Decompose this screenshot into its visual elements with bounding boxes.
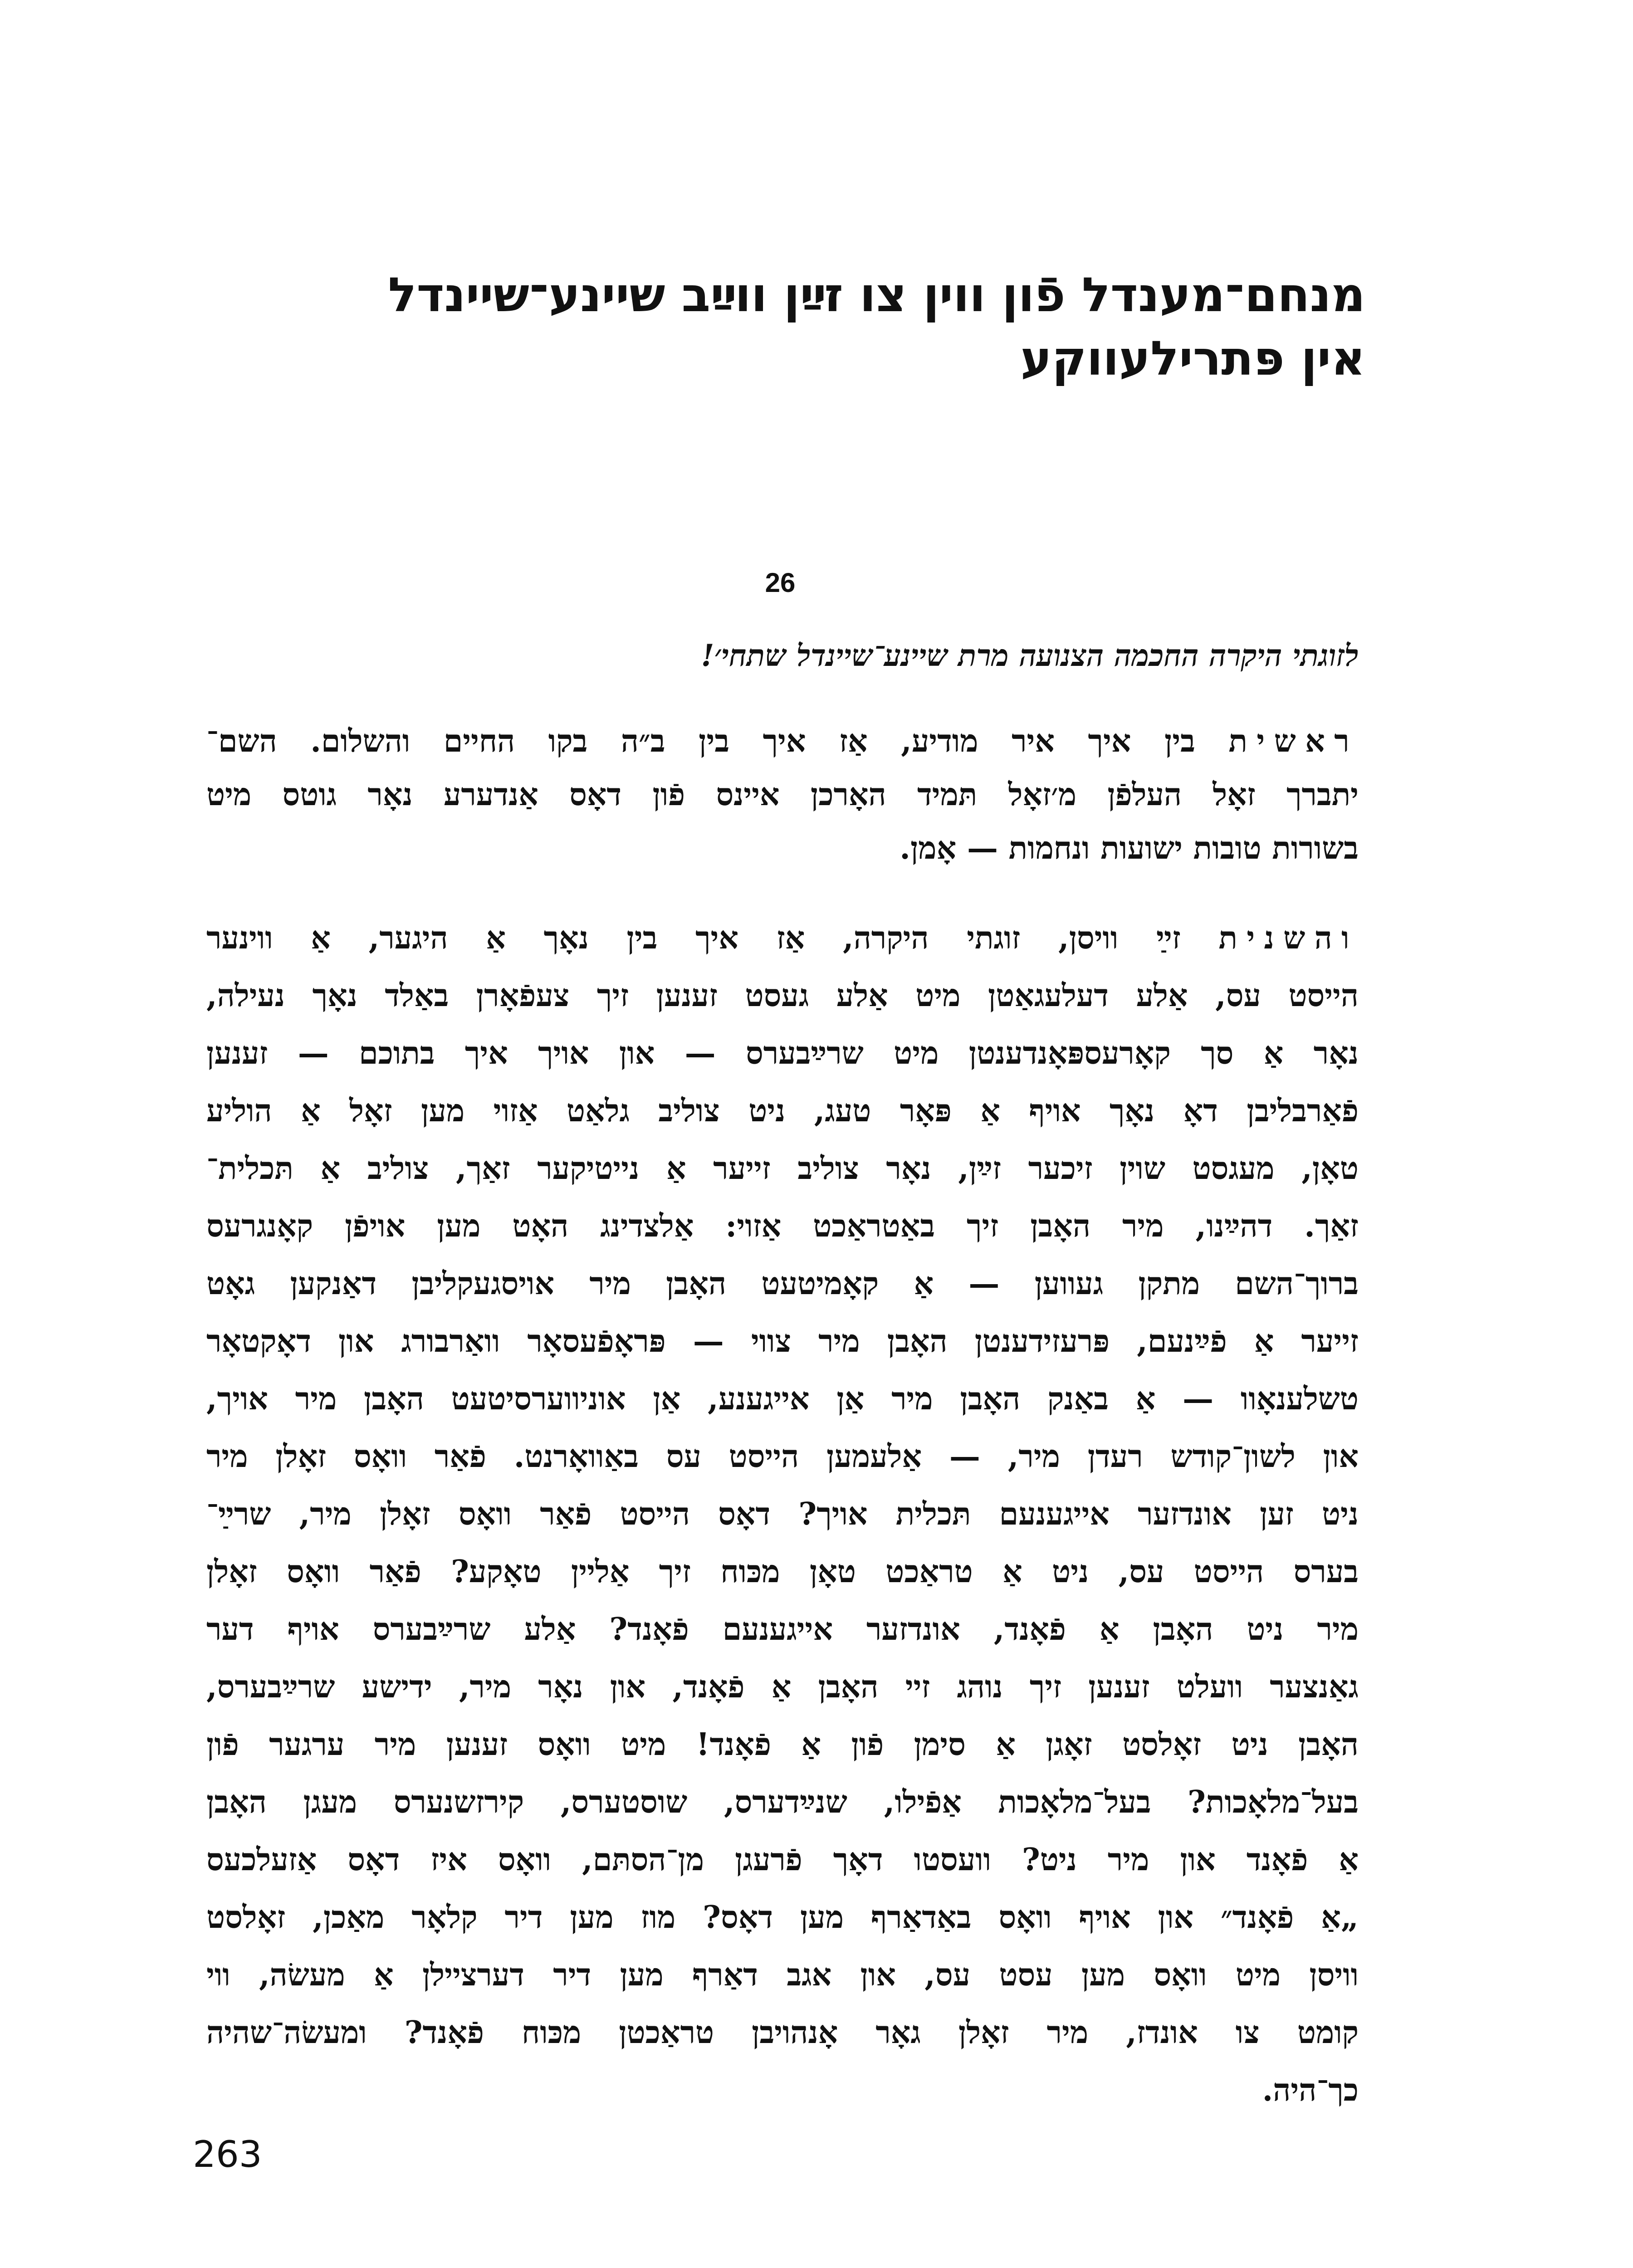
paragraph-line: נאָר אַ סך קאָרעספּאָנדענטן מיט שרײַבערס — און אויך איך בתוכם — זענען bbox=[206, 1035, 1359, 1071]
page-number: 263 bbox=[193, 2133, 262, 2175]
paragraph-line: יתברך זאָל העלפֿן מ׳זאָל תּמיד האָרכן איינס פֿון דאָס אַנדערע נאָר גוטס מיט bbox=[206, 777, 1359, 813]
chapter-title-line-2: אין פּתרילעווקע bbox=[1020, 331, 1365, 386]
paragraph-1 bbox=[206, 714, 1359, 875]
line-text: בין איך איר מודיע, אַז איך בין ב״ה בקו החיים והשלום. השם־ bbox=[206, 723, 1195, 759]
paragraph-line: גאַנצער וועלט זענען זיך נוהג זיי האָבן אַ פֿאָנד, און נאָר מיר, ידישע שרײַבערס, bbox=[206, 1669, 1359, 1705]
paragraph-line: כך־היה. bbox=[1262, 2072, 1359, 2108]
paragraph-line: „אַ פֿאָנד״ און אויף וואָס באַדאַרף מען דאָס? מוז מען דיר קלאָר מאַכן, זאָלסט bbox=[206, 1899, 1359, 1936]
paragraph-line: בערס הייסט עס, ניט אַ טראַכט טאָן מכּוח זיך אַליין טאָקע? פֿאַר וואָס זאָלן bbox=[206, 1554, 1359, 1590]
paragraph-line: און לשון־קודש רעדן מיר, — אַלעמען הייסט עס באַוואָרנט. פֿאַר וואָס זאָלן מיר bbox=[206, 1438, 1359, 1475]
paragraph-line bbox=[206, 714, 1359, 768]
paragraph-2 bbox=[206, 909, 1359, 2119]
paragraph-line: ניט זען אונדזער אייגענעם תּכלית אויך? דאָס הייסט פֿאַר וואָס זאָלן מיר, שרײַ־ bbox=[206, 1496, 1359, 1532]
opening-word: ראשית bbox=[1228, 723, 1359, 759]
opening-word: והשנית bbox=[1218, 920, 1359, 956]
paragraph-line: זאַך. דהײַנו, מיר האָבן זיך באַטראַכט אַזוי: אַלצדינג האָט מען אויפֿן קאָנגרעס bbox=[206, 1208, 1359, 1244]
paragraph-line: אַ פֿאָנד און מיר ניט? וועסטו דאָך פֿרעגן מן־הסתּם, וואָס איז דאָס אַזעלכעס bbox=[206, 1842, 1359, 1878]
paragraph-line: פֿאַרבליבן דאָ נאָך אויף אַ פּאָר טעג, ניט צוליב גלאַט אַזוי מען זאָל אַ הוליע bbox=[206, 1093, 1359, 1129]
paragraph-line: טשלענאָוו — אַ באַנק האָבן מיר אַן אייגענע, אַן אוניווערסיטעט האָבן מיר אויך, bbox=[206, 1381, 1359, 1417]
chapter-title bbox=[388, 263, 1365, 390]
chapter-title-line-1: מנחם־מענדל פֿון ווין צו זײַן ווײַב שיינע־שיינדל bbox=[388, 267, 1365, 323]
paragraph-line: הייסט עס, אַלע דעלעגאַטן מיט אַלע געסט זענען זיך צעפֿאָרן באַלד נאָך נעילה, bbox=[206, 978, 1359, 1014]
paragraph-line: בעל־מלאָכות? בעל־מלאָכות אַפֿילו, שנײַדערס, שוסטערס, קירזשנערס מעגן האָבן bbox=[206, 1784, 1359, 1820]
paragraph-line: בשורות טובות ישועות ונחמות — אָמן. bbox=[900, 830, 1359, 866]
line-text: זײַ וויסן, זוגתי היקרה, אַז איך בין נאָך אַ היגער, אַ ווינער bbox=[206, 920, 1181, 956]
paragraph-line: וויסן מיט וואָס מען עסט עס, און אגב דאַרף מען דיר דערציילן אַ מעשׂה, ווי bbox=[206, 1957, 1359, 1993]
paragraph-line: קומט צו אונדז, מיר זאָלן גאָר אָנהויבן טראַכטן מכּוח פֿאָנד? ומעשׂה־שהיה bbox=[206, 2014, 1359, 2051]
letter-number: 26 bbox=[765, 567, 796, 598]
paragraph-line: ברוך־השם מתקן געווען — אַ קאָמיטעט האָבן מיר אויסגעקליבן דאַנקען גאָט bbox=[206, 1266, 1359, 1302]
paragraph-line: טאָן, מעגסט שוין זיכער זײַן, נאָר צוליב זייער אַ נייטיקער זאַך, צוליב אַ תּכלית־ bbox=[206, 1150, 1359, 1187]
paragraph-line: מיר ניט האָבן אַ פֿאָנד, אונדזער אייגענעם פֿאָנד? אַלע שרײַבערס אויף דער bbox=[206, 1611, 1359, 1647]
paragraph-line: האָבן ניט זאָלסט זאָגן אַ סימן פֿון אַ פֿאָנד! מיט וואָס זענען מיר ערגער פֿון bbox=[206, 1726, 1359, 1763]
paragraph-line: זייער אַ פֿײַנעם, פּרעזידענטן האָבן מיר צווי — פּראָפֿעסאָר וואַרבורג און דאָקטאָר bbox=[206, 1323, 1359, 1359]
salutation: לזוגתי היקרה החכמה הצנועה מרת שיינע־שיינדל שתחי׳! bbox=[701, 638, 1359, 673]
paragraph-line bbox=[206, 909, 1359, 967]
